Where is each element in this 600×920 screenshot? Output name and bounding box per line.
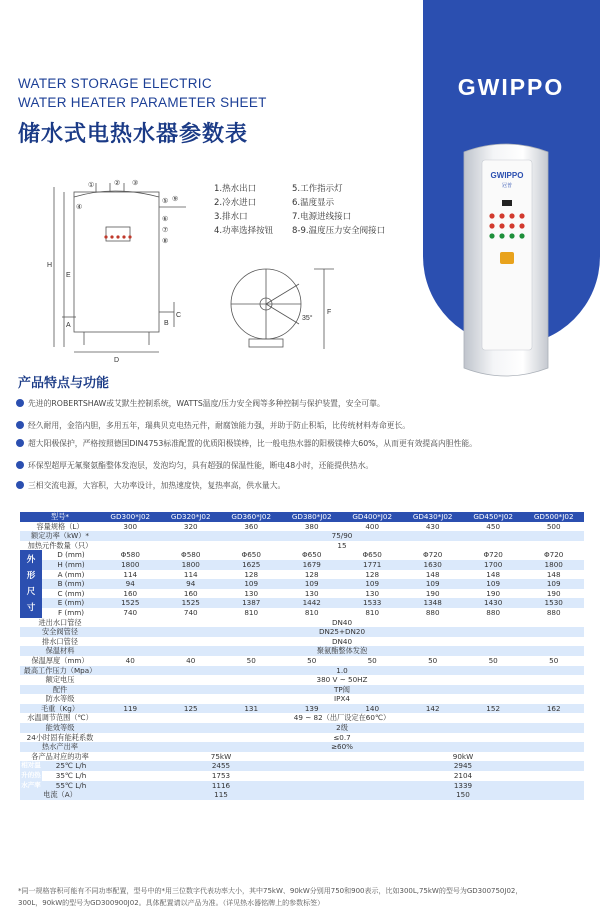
table-cell: 109 (523, 579, 584, 589)
row-label: 最高工作压力（Mpa） (20, 666, 100, 676)
row-label: 进出水口管径 (38, 617, 82, 627)
row-label: 额定电压 (45, 675, 75, 685)
table-cell: 130 (365, 588, 380, 598)
table-cell: 148 (546, 569, 561, 579)
feature-item: 环保型超厚无氟聚氨酯整体发泡层，发泡均匀，具有超强的保温性能，断电48小时，还能提供热水。 (16, 460, 586, 471)
header-cell: GD300*J02 (100, 512, 160, 522)
legend-item: 8-9.温度压力安全阀接口 (292, 226, 386, 236)
table-row (20, 713, 584, 723)
table-cell: 880 (546, 607, 561, 617)
diagram-label-angle: 35° (302, 315, 313, 322)
table-cell: 114 (183, 569, 198, 579)
row-label: 毛重（Kg） (20, 704, 100, 714)
table-row (20, 694, 584, 704)
table-cell: 810 (244, 607, 259, 617)
table-cell: 140 (342, 704, 402, 714)
table-cell: Φ650 (241, 550, 261, 560)
table-cell: 75/90 (100, 531, 584, 541)
table-cell: ≥60% (100, 742, 584, 752)
table-cell: DN40 (331, 617, 353, 627)
bullet-icon (16, 439, 24, 447)
top-view-diagram (214, 254, 364, 364)
row-label: 保温材料 (20, 646, 100, 656)
table-cell: 1625 (221, 560, 281, 570)
header-cell: GD430*J02 (402, 512, 462, 522)
header-cell: GD450*J02 (463, 512, 523, 522)
diagram-label-c: C (176, 312, 182, 319)
table-cell: 320 (183, 521, 198, 531)
row-label: 排水口管径 (42, 636, 78, 646)
feature-item: 三相交流电源，大容积，大功率设计，加热速度快，复热率高，供水量大。 (16, 480, 586, 491)
diagram-label-f: F (327, 309, 332, 316)
diagram-label-2: ② (114, 180, 121, 187)
table-row (20, 656, 584, 666)
table-row (20, 570, 584, 580)
legend-item: 4.功率选择按钮 (214, 226, 274, 236)
diagram-label-e: E (66, 272, 71, 279)
diagram-label-b: B (164, 320, 169, 327)
table-cell: Φ650 (362, 550, 382, 560)
table-cell: 810 (365, 607, 380, 617)
table-cell: 1700 (463, 560, 523, 570)
table-cell: 128 (365, 569, 380, 579)
table-row (20, 761, 584, 771)
row-label: 配件 (20, 685, 100, 695)
heater-logo-sub: 冠普 (501, 183, 513, 189)
table-cell: 1533 (342, 598, 402, 608)
table-row (20, 666, 584, 676)
table-cell: 49 ~ 82（出厂设定在60℃） (293, 713, 391, 723)
features-title: 产品特点与功能 (18, 376, 110, 391)
table-row (20, 550, 584, 560)
table-row (20, 531, 584, 541)
table-cell: 2104 (453, 771, 473, 781)
table-cell: ≤0.7 (333, 732, 351, 742)
diagram-label-h: H (47, 262, 53, 269)
table-cell: Φ720 (422, 550, 443, 560)
table-cell: 1530 (523, 598, 584, 608)
table-cell: 1387 (221, 598, 281, 608)
table-cell: 125 (161, 704, 221, 714)
table-cell: 152 (463, 704, 523, 714)
table-row (20, 781, 584, 791)
row-label: 安全阀管径 (20, 627, 100, 637)
table-row (20, 771, 584, 781)
row-label: 电流（A） (20, 790, 100, 800)
row-label: F (mm) (57, 607, 85, 617)
table-cell: 380 V ~ 50HZ (316, 675, 368, 685)
rise-side-label: 相对温 升的热 水产率 (21, 761, 41, 789)
header-cell: GD360*J02 (221, 512, 281, 522)
table-cell: 90kW (452, 751, 474, 761)
table-cell: TP阀 (100, 685, 584, 695)
table-cell: 1.0 (100, 666, 584, 676)
table-cell: DN40 (331, 636, 353, 646)
table-row (20, 627, 584, 637)
table-row (20, 723, 584, 733)
heater-product-image (460, 140, 552, 390)
table-cell: 115 (100, 790, 342, 800)
header-cell: GD400*J02 (342, 512, 402, 522)
diagram-label-a: A (66, 322, 71, 329)
diagram-label-8: ⑧ (162, 238, 169, 245)
diagram-label-9: ⑨ (172, 196, 179, 203)
table-cell: 50 (367, 655, 377, 665)
table-cell: 109 (342, 579, 402, 589)
table-cell: IPX4 (334, 694, 350, 704)
table-cell: 1348 (402, 598, 462, 608)
table-cell: Φ580 (120, 550, 140, 560)
row-label: 能效等级 (20, 723, 100, 733)
header-cell: GD320*J02 (161, 512, 221, 522)
table-cell: 500 (546, 521, 561, 531)
table-cell: 142 (402, 704, 462, 714)
table-cell: 740 (183, 607, 198, 617)
table-row (20, 618, 584, 628)
english-title-line-1: WATER STORAGE ELECTRIC (18, 76, 212, 91)
row-label: C (mm) (57, 588, 85, 598)
table-cell: 162 (523, 704, 584, 714)
row-label: 热水产出率 (20, 742, 100, 752)
row-label: E (mm) (42, 598, 100, 608)
table-cell: 128 (304, 569, 319, 579)
row-label: 各产品对应的功率 (31, 751, 89, 761)
bullet-icon (16, 421, 24, 429)
header-cell: 型号* (20, 512, 100, 522)
table-row (20, 598, 584, 608)
table-row (20, 685, 584, 695)
table-cell: 75kW (210, 751, 232, 761)
table-cell: 1753 (211, 771, 231, 781)
feature-item: 经久耐用，金箔内胆，多用五年，瑞典贝克电热元件，耐腐蚀能力强，并助于防止积垢，比传统材料寿命更长。 (16, 420, 586, 431)
table-row (20, 541, 584, 551)
diagram-label-7: ⑦ (162, 227, 169, 234)
table-cell: 880 (486, 607, 501, 617)
table-row (20, 752, 584, 762)
table-cell: 1800 (100, 560, 160, 570)
table-cell: 400 (365, 521, 380, 531)
table-row (20, 646, 584, 656)
table-row (20, 675, 584, 685)
table-cell: 430 (425, 521, 440, 531)
table-cell: 150 (342, 790, 584, 800)
feature-item: 先进的ROBERTSHAW或艾默生控制系统，WATTS温度/压力安全阀等多种控制与保护装置，安全可靠。 (16, 398, 586, 409)
table-cell: 109 (221, 579, 281, 589)
row-label: 容量规格（L） (36, 521, 84, 531)
table-cell: 380 (304, 521, 319, 531)
table-row (20, 637, 584, 647)
footnote: *同一规格容积可能有不同功率配置，型号中的*用三位数字代表功率大小，其中75kW、90kW分别用750和900表示，比如300L,75kW的型号为GD300750J02， 300L，90kW的型号为GD300900J02。具体配置请以产品为准。（详见热水器铭牌上的参数标签） (18, 887, 523, 907)
table-cell: 109 (463, 579, 523, 589)
row-label: 保温厚度（mm） (31, 655, 89, 665)
table-cell: 148 (486, 569, 501, 579)
legend-item: 1.热水出口 (214, 184, 257, 194)
table-cell: Φ650 (302, 550, 322, 560)
table-cell: 160 (123, 588, 138, 598)
table-cell: 1525 (100, 598, 160, 608)
table-cell: 15 (337, 540, 347, 550)
table-row (20, 608, 584, 618)
table-cell: 190 (546, 588, 561, 598)
table-cell: 190 (486, 588, 501, 598)
table-cell: 50 (549, 655, 559, 665)
table-cell: 50 (428, 655, 438, 665)
table-cell: 2945 (342, 761, 584, 771)
table-cell: 40 (125, 655, 135, 665)
chinese-title: 储水式电热水器参数表 (18, 122, 249, 147)
table-cell: 1630 (402, 560, 462, 570)
table-row (20, 589, 584, 599)
table-row (20, 733, 584, 743)
table-cell: 1771 (342, 560, 402, 570)
table-cell: 114 (123, 569, 138, 579)
brand-logo: GWIPPO (457, 74, 565, 100)
table-row (20, 742, 584, 752)
table-cell: 50 (307, 655, 317, 665)
table-cell: 1800 (523, 560, 584, 570)
parameter-table (20, 512, 584, 800)
table-cell: 1442 (281, 598, 341, 608)
table-cell: 1679 (281, 560, 341, 570)
table-cell: 94 (161, 579, 221, 589)
feature-item: 超大阳极保护，严格按照德国DIN4753标准配置的优质阳极镁棒，比一般电热水器的阳极镁棒大60%，从而更有效提高内胆性能。 (16, 438, 586, 449)
dimension-side-label: 外 形 尺 寸 (20, 550, 42, 617)
table-cell: 1430 (463, 598, 523, 608)
diagram-label-6: ⑥ (162, 216, 169, 223)
table-cell: 160 (183, 588, 198, 598)
table-cell: 2455 (100, 761, 342, 771)
diagram-label-4: ④ (76, 204, 83, 211)
table-row (20, 790, 584, 800)
table-cell: 1800 (161, 560, 221, 570)
legend-item: 7.电源进线接口 (292, 212, 352, 222)
legend-item: 2.冷水进口 (214, 198, 257, 208)
table-cell: 128 (244, 569, 259, 579)
table-row (20, 560, 584, 570)
table-cell: 50 (246, 655, 256, 665)
legend-item: 3.排水口 (214, 212, 248, 222)
table-cell: 109 (281, 579, 341, 589)
table-cell: 聚氨酯整体发泡 (100, 646, 584, 656)
table-cell: DN25+DN20 (100, 627, 584, 637)
bullet-icon (16, 399, 24, 407)
table-cell: 148 (425, 569, 440, 579)
header-cell: GD500*J02 (523, 512, 584, 522)
table-cell: 130 (304, 588, 319, 598)
table-cell: 880 (425, 607, 440, 617)
table-row (20, 579, 584, 589)
row-label: A (mm) (57, 569, 85, 579)
heater-logo: GWIPPO (490, 171, 524, 180)
row-label: 25℃ L/h (42, 761, 100, 771)
table-cell: 300 (123, 521, 138, 531)
table-cell: Φ720 (544, 550, 564, 560)
row-label: 防水等级 (45, 694, 75, 704)
table-cell: Φ720 (483, 550, 503, 560)
table-cell: 360 (244, 521, 259, 531)
table-cell: 40 (186, 655, 196, 665)
bullet-icon (16, 481, 24, 489)
row-label: 24小时固有能耗系数 (26, 732, 94, 742)
table-cell: 50 (488, 655, 498, 665)
table-cell: 1339 (342, 781, 584, 791)
table-cell: 94 (100, 579, 160, 589)
table-row (20, 522, 584, 532)
diagram-label-1: ① (88, 182, 95, 189)
table-cell: 1525 (161, 598, 221, 608)
row-label: 水温调节范围（℃） (27, 713, 93, 723)
front-view-diagram (14, 177, 204, 367)
header-cell: GD380*J02 (281, 512, 341, 522)
row-label: 加热元件数量（只） (27, 540, 93, 550)
table-cell: Φ580 (181, 550, 201, 560)
row-label: B (mm) (42, 579, 100, 589)
table-cell: 130 (244, 588, 259, 598)
table-row (20, 512, 584, 522)
legend-item: 6.温度显示 (292, 198, 335, 208)
table-cell: 109 (402, 579, 462, 589)
diagram-label-5: ⑤ (162, 198, 169, 205)
row-label: 额定功率（kW）* (20, 531, 100, 541)
table-cell: 740 (123, 607, 138, 617)
row-label: 55℃ L/h (42, 781, 100, 791)
legend-item: 5.工作指示灯 (292, 184, 343, 194)
row-label: 35℃ L/h (55, 771, 87, 781)
table-cell: 190 (425, 588, 440, 598)
diagram-label-d: D (114, 357, 120, 364)
table-cell: 119 (100, 704, 160, 714)
table-cell: 139 (281, 704, 341, 714)
row-label: D (mm) (57, 550, 85, 560)
table-cell: 131 (221, 704, 281, 714)
english-title-line-2: WATER HEATER PARAMETER SHEET (18, 95, 267, 110)
row-label: H (mm) (42, 560, 100, 570)
table-cell: 810 (304, 607, 319, 617)
table-cell: 450 (486, 521, 501, 531)
table-cell: 1116 (100, 781, 342, 791)
table-row (20, 704, 584, 714)
bullet-icon (16, 461, 24, 469)
table-cell: 2级 (100, 723, 584, 733)
diagram-label-3: ③ (132, 180, 139, 187)
